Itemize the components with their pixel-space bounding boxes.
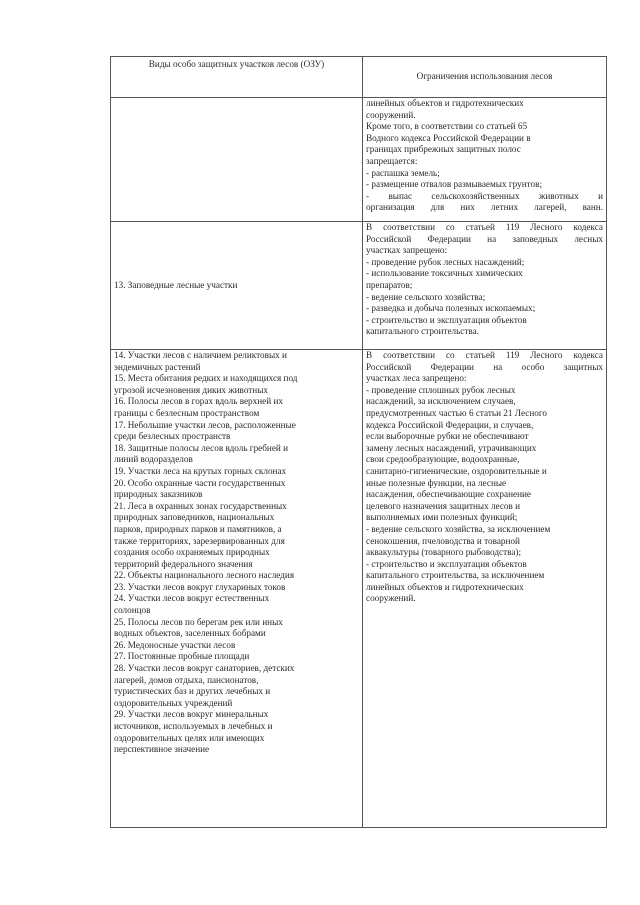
ozu-type-line: 15. Места обитания редких и находящихся под [114, 373, 298, 384]
restriction-line: замену лесных насаждений, утрачивающих [366, 442, 537, 453]
restriction-line: линейных объектов и гидротехнических [366, 98, 524, 108]
ozu-type-line: 26. Медоносные участки лесов [114, 639, 236, 650]
restriction-line: капитального строительства. [366, 326, 479, 337]
ozu-type-line: оздоровительных целях или имеющих [114, 732, 265, 743]
restriction-line: иные полезные функции, на лесные [366, 477, 507, 488]
ozu-type-line: солонцов [114, 605, 151, 616]
ozu-type-line: 29. Участки лесов вокруг минеральных [114, 709, 269, 720]
restriction-line: - использование токсичных химических [366, 268, 523, 279]
restriction-line: - строительство и эксплуатация объектов [366, 314, 527, 325]
restriction-line: - ведение сельского хозяйства, за исключением [366, 523, 551, 534]
ozu-type-line: 13. Заповедные лесные участки [114, 279, 238, 290]
restrictions-table [110, 56, 607, 828]
table-row [111, 222, 607, 350]
table-header-row [111, 57, 607, 98]
restriction-line: линейных объектов и гидротехнических [366, 581, 524, 592]
ozu-type-line: 27. Постоянные пробные площади [114, 651, 250, 662]
ozu-type-line: 23. Участки лесов вокруг глухариных токов [114, 581, 286, 592]
restriction-line: В соответствии со статьей 119 Лесного кодекса [366, 222, 603, 232]
ozu-type-line: 24. Участки лесов вокруг естественных [114, 593, 270, 604]
ozu-type-line: источников, используемых в лечебных и [114, 721, 273, 731]
restriction-line: Российской Федерации на заповедных лесных [366, 233, 603, 244]
ozu-type-line: 25. Полосы лесов по берегам рек или иных [114, 616, 283, 627]
row-0-right-cell [363, 98, 607, 222]
header-ozu-types: Виды особо защитных участков лесов (ОЗУ) [111, 57, 363, 98]
restriction-line: аквакультуры (товарного рыбоводства); [366, 547, 522, 558]
restriction-line: целевого назначения защитных лесов и [366, 500, 521, 511]
restriction-line: запрещается: [366, 155, 418, 166]
ozu-type-line: эндемичных растений [114, 361, 201, 372]
restriction-line: В соответствии со статьей 119 Лесного кодекса [366, 350, 603, 360]
ozu-type-line: 22. Объекты национального лесного наследия [114, 570, 295, 581]
row-0-left-cell [111, 98, 363, 222]
restriction-line: если выборочные рубки не обеспечивают [366, 431, 529, 442]
table-row [111, 98, 607, 222]
restriction-line: - проведение сплошных рубок лесных [366, 384, 516, 395]
restriction-line: Водного кодекса Российской Федерации в [366, 132, 531, 143]
ozu-type-line: 17. Небольшие участки лесов, расположенные [114, 419, 296, 430]
ozu-type-line: оздоровительных учреждений [114, 697, 233, 708]
row-1-left-cell [111, 222, 363, 350]
ozu-type-line: парков, природных парков и памятников, а [114, 523, 282, 534]
restriction-line: Российской Федерации на особо защитных [366, 361, 603, 372]
ozu-type-line: 18. Защитные полосы лесов вдоль гребней и [114, 442, 289, 453]
restriction-line: препаратов; [366, 279, 413, 290]
restriction-line: участках запрещено: [366, 245, 448, 256]
header-restrictions: Ограничения использования лесов [363, 57, 607, 98]
ozu-type-line: территорий федерального значения [114, 558, 253, 569]
row-1-right-cell [363, 222, 607, 350]
table-row [111, 350, 607, 828]
restriction-line: свои средообразующие, водоохранные, [366, 454, 520, 465]
ozu-type-line: среди безлесных пространств [114, 431, 231, 442]
restriction-line: предусмотренных частью 6 статьи 21 Лесного [366, 407, 547, 418]
restriction-line: - выпас сельскохозяйственных животных и [366, 190, 603, 201]
ozu-type-line: 16. Полосы лесов в горах вдоль верхней их [114, 396, 283, 407]
restriction-line: насаждения, обеспечивающие сохранение [366, 489, 531, 500]
restriction-line: сооружений. [366, 593, 416, 604]
ozu-type-line: водных объектов, заселенных бобрами [114, 628, 266, 639]
ozu-type-line: 20. Особо охранные части государственных [114, 477, 286, 488]
restriction-line: - разведка и добыча полезных ископаемых; [366, 303, 536, 314]
restriction-line: - строительство и эксплуатация объектов [366, 558, 527, 569]
restriction-line: - размещение отвалов размываемых грунтов; [366, 179, 542, 190]
restriction-line: - распашка земель; [366, 167, 440, 178]
ozu-type-line: создания особо охраняемых природных [114, 547, 270, 558]
restriction-line: капитального строительства, за исключением [366, 570, 545, 581]
restriction-line: участках леса запрещено: [366, 373, 467, 384]
ozu-type-line: лагерей, домов отдыха, пансионатов, [114, 674, 259, 685]
restriction-line: организация для них летних лагерей, ванн. [366, 202, 603, 213]
ozu-type-line: также территориях, зарезервированных для [114, 535, 285, 546]
restriction-line: границах прибрежных защитных полос [366, 144, 521, 155]
ozu-type-line: границы с безлесным пространством [114, 407, 260, 418]
restriction-line: - проведение рубок лесных насаждений; [366, 256, 525, 267]
restriction-line: - ведение сельского хозяйства; [366, 291, 486, 302]
ozu-type-line: природных заказников [114, 489, 203, 500]
ozu-type-line: линий водоразделов [114, 454, 193, 465]
restriction-line: насаждений, за исключением случаев, [366, 396, 516, 407]
row-2-right-cell [363, 350, 607, 828]
restriction-line: Кроме того, в соответствии со статьей 65 [366, 121, 528, 132]
ozu-type-line: 19. Участки леса на крутых горных склонах [114, 465, 287, 476]
restriction-line: кодекса Российской Федерации, и случаев, [366, 419, 534, 430]
ozu-type-line: 21. Леса в охранных зонах государственных [114, 500, 287, 511]
restriction-line: санитарно-гигиенические, оздоровительные и [366, 465, 547, 476]
ozu-type-line: 28. Участки лесов вокруг санаториев, детских [114, 663, 295, 674]
ozu-type-line: природных заповедников, национальных [114, 512, 275, 523]
ozu-type-line: 14. Участки лесов с наличием реликтовых и [114, 350, 287, 360]
restriction-line: сооружений. [366, 109, 416, 120]
ozu-type-line: перспективное значение [114, 744, 210, 755]
restriction-line: сенокошения, пчеловодства и товарной [366, 535, 520, 546]
ozu-type-line: туристических баз и других лечебных и [114, 686, 271, 697]
restriction-line: выполняемых ими полезных функций; [366, 512, 518, 523]
row-2-left-cell [111, 350, 363, 828]
ozu-type-line: угрозой исчезновения диких животных [114, 384, 268, 395]
